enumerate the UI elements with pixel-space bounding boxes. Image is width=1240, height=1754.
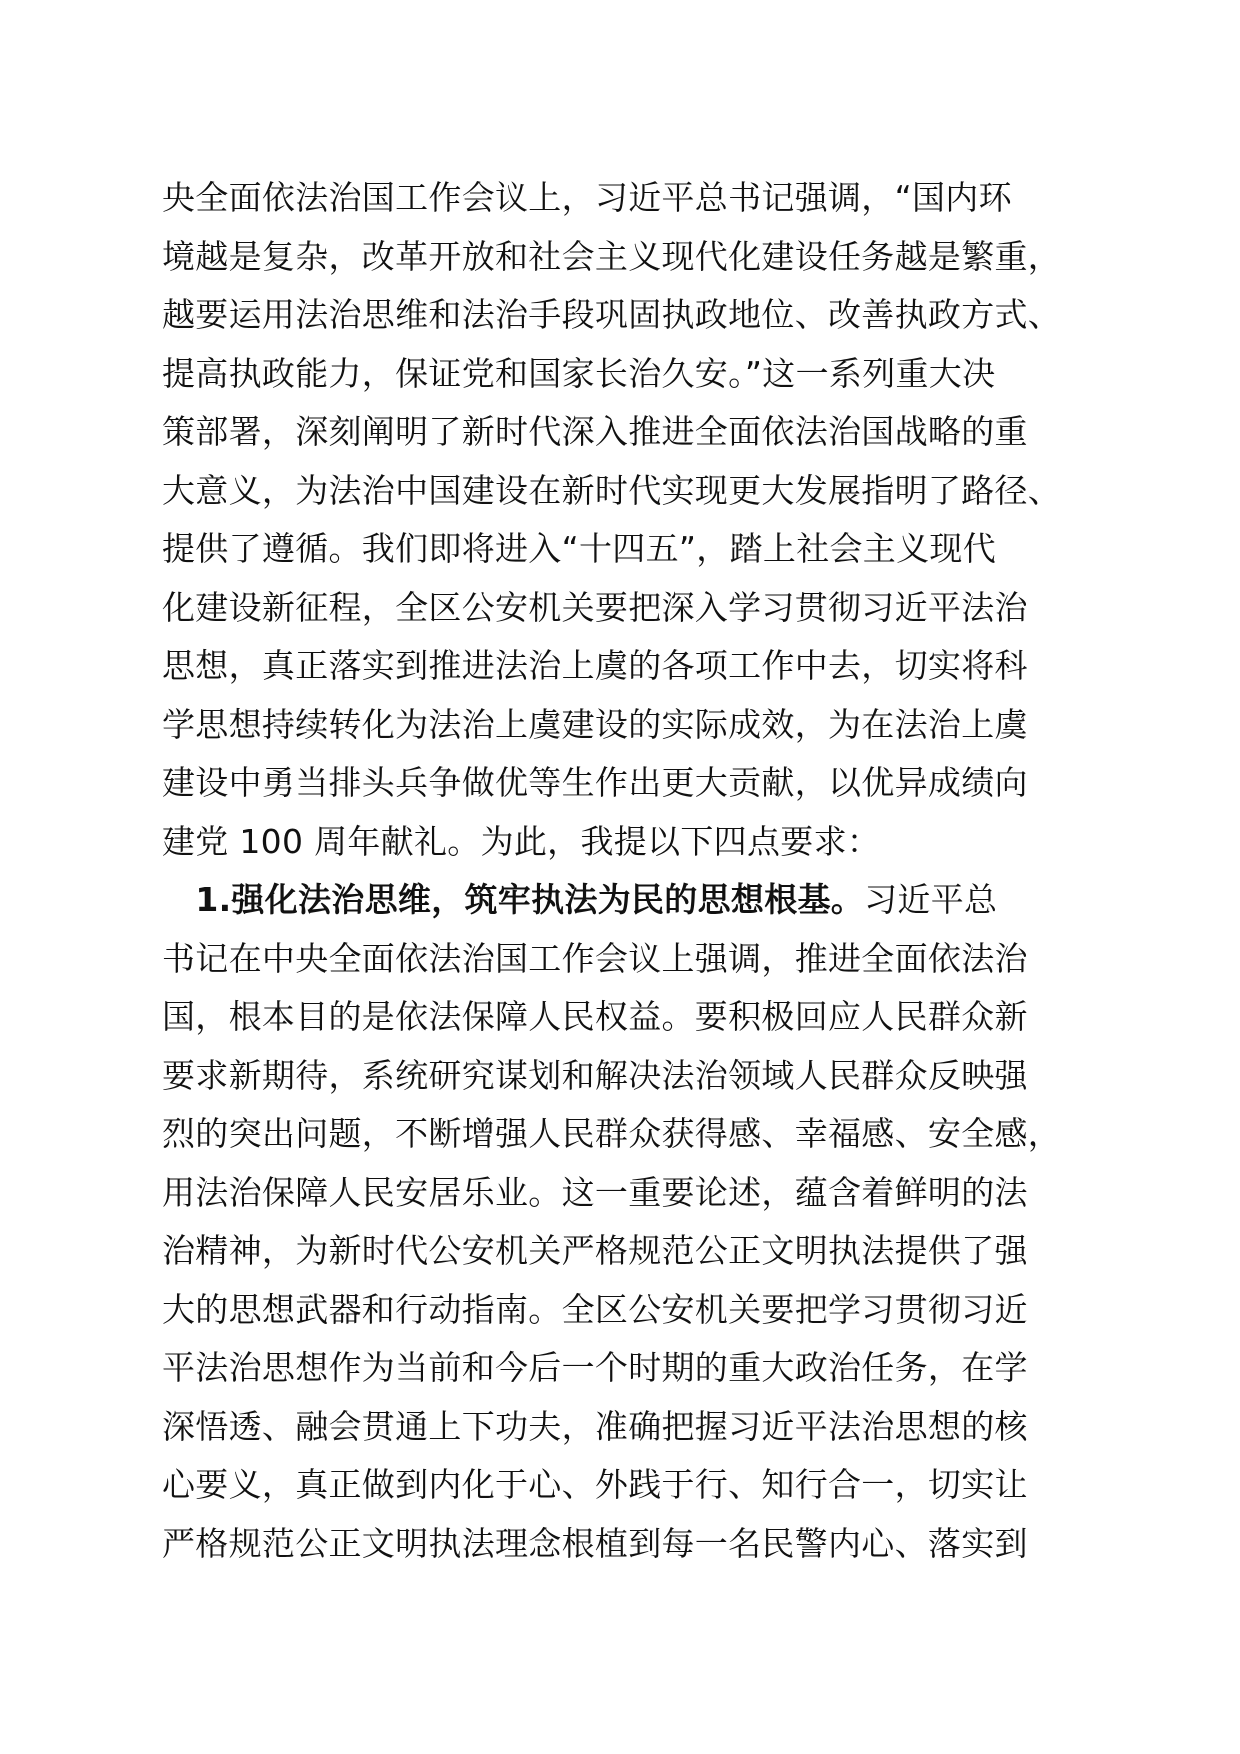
text-line: 化建设新征程，全区公安机关要把深入学习贯彻习近平法治: [162, 587, 1028, 627]
text-line: 央全面依法治国工作会议上，习近平总书记强调，“国内环: [162, 178, 1012, 217]
text-line: 大的思想武器和行动指南。全区公安机关要把学习贯彻习近: [162, 1289, 1028, 1329]
body-text: [162, 169, 1132, 1573]
text-line: 提供了遵循。我们即将进入“十四五”，踏上社会主义现代: [162, 529, 996, 568]
text-line: 学思想持续转化为法治上虞建设的实际成效，为在法治上虞: [162, 704, 1028, 744]
text-line: 策部署，深刻阐明了新时代深入推进全面依法治国战略的重: [162, 412, 1028, 451]
text-line: 严格规范公正文明执法理念根植到每一名民警内心、落实到: [162, 1523, 1028, 1563]
section-heading-line: [162, 871, 1132, 930]
text-line: 大意义，为法治中国建设在新时代实现更大发展指明了路径、: [162, 470, 1062, 510]
text-line: 平法治思想作为当前和今后一个时期的重大政治任务，在学: [162, 1348, 1028, 1387]
text-line: 治精神，为新时代公安机关严格规范公正文明执法提供了强: [162, 1231, 1028, 1270]
text-line: 要求新期待，系统研究谋划和解决法治领域人民群众反映强: [162, 1055, 1028, 1095]
paragraph-indent: [162, 880, 195, 919]
text-line: 深悟透、融会贯通上下功夫，准确把握习近平法治思想的核: [162, 1406, 1028, 1446]
text-line: 烈的突出问题，不断增强人民群众获得感、幸福感、安全感，: [162, 1114, 1062, 1153]
text-line: 越要运用法治思维和法治手段巩固执政地位、改善执政方式、: [162, 295, 1062, 334]
text-line: 思想，真正落实到推进法治上虞的各项工作中去，切实将科: [162, 646, 1028, 685]
text-line: 建党 100 周年献礼。为此，我提以下四点要求：: [162, 821, 881, 861]
text-line: 心要义，真正做到内化于心、外践于行、知行合一，切实让: [162, 1465, 1028, 1504]
section-heading: 1.强化法治思维，筑牢执法为民的思想根基。: [195, 880, 865, 919]
text-line: 境越是复杂，改革开放和社会主义现代化建设任务越是繁重，: [162, 236, 1062, 276]
text-line: 建设中勇当排头兵争做优等生作出更大贡献，以优异成绩向: [162, 763, 1028, 802]
text-line: 提高执政能力，保证党和国家长治久安。”这一系列重大决: [162, 353, 996, 393]
section-heading-rest: 习近平总: [864, 880, 998, 919]
text-line: 书记在中央全面依法治国工作会议上强调，推进全面依法治: [162, 938, 1028, 978]
text-line: 国，根本目的是依法保障人民权益。要积极回应人民群众新: [162, 997, 1028, 1036]
text-line: 用法治保障人民安居乐业。这一重要论述，蕴含着鲜明的法: [162, 1172, 1028, 1212]
